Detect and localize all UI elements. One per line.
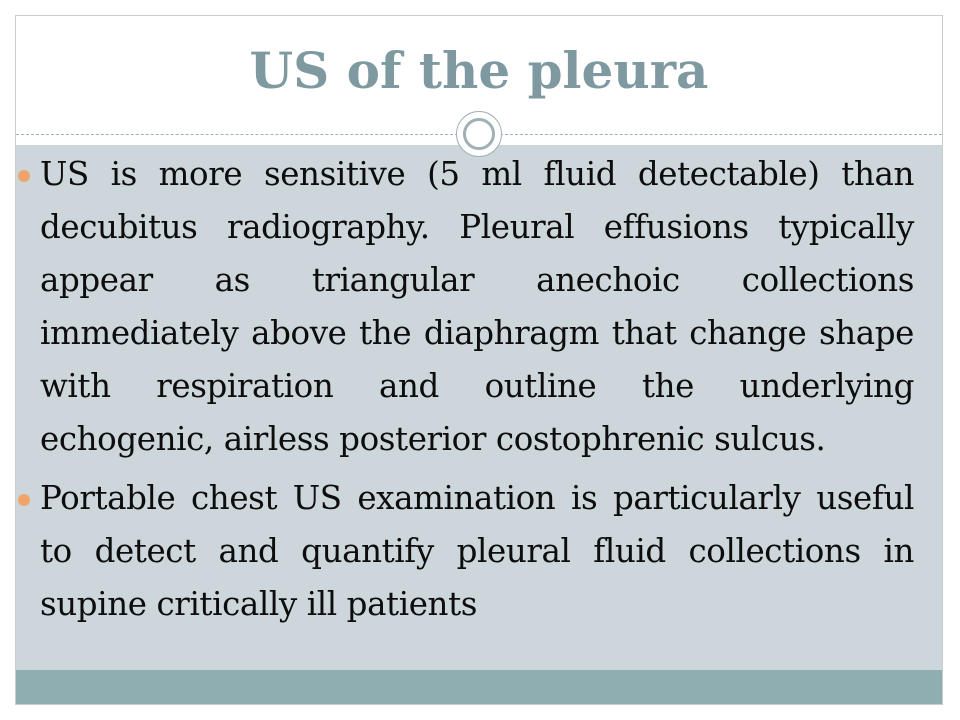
bullet-dot-icon <box>18 494 30 506</box>
bullet-item <box>40 148 914 466</box>
bullet-text: Portable chest US examination is particularly useful to detect and quantify pleural fluid collections in supine critically ill patients <box>40 479 914 623</box>
bullet-list <box>40 148 914 637</box>
bullet-item <box>40 472 914 631</box>
bullet-text: US is more sensitive (5 ml fluid detectable) than decubitus radiography. Pleural effusions typically appear as triangular anechoic collections immediately above the diaphragm that change shape with respiration and outline the underlying echogenic, airless posterior costophrenic sulcus. <box>40 155 914 458</box>
slide-title: US of the pleura <box>249 41 709 100</box>
footer-band <box>16 670 942 704</box>
bullet-dot-icon <box>18 170 30 182</box>
ring-ornament-inner <box>463 118 495 150</box>
